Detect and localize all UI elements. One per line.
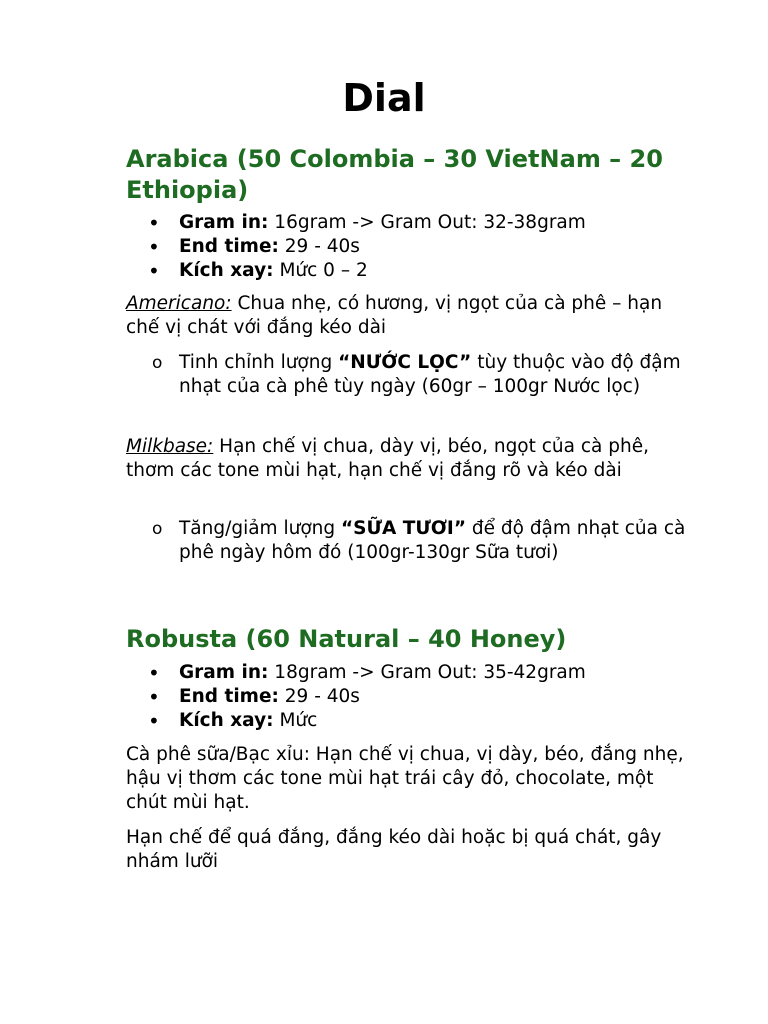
- list-item: [126, 709, 686, 733]
- sub-text-bold: “NƯỚC LỌC”: [338, 352, 472, 373]
- spec-value: 29 - 40s: [278, 236, 360, 257]
- milkbase-text: Hạn chế vị chua, dày vị, béo, ngọt của cà phê, thơm các tone mùi hạt, hạn chế vị đắng rõ và kéo dài: [126, 436, 649, 481]
- spec-label: Gram in:: [179, 212, 269, 233]
- spec-label: End time:: [179, 686, 279, 707]
- sub-text-post: để độ đậm nhạt của cà phê ngày hôm đó (100gr-130gr Sữa tươi): [179, 518, 686, 563]
- robusta-specs-list: [126, 661, 686, 733]
- robusta-paragraph-1: Cà phê sữa/Bạc xỉu: Hạn chế vị chua, vị dày, béo, đắng nhẹ, hậu vị thơm các tone mùi hạt trái cây đỏ, chocolate, một chút mùi hạt.: [126, 744, 684, 813]
- spec-value: 18gram -> Gram Out: 35-42gram: [268, 662, 586, 683]
- milkbase-paragraph: [126, 435, 686, 483]
- spec-label: End time:: [179, 236, 279, 257]
- list-item: [126, 661, 686, 685]
- sub-text-bold: “SỮA TƯƠI”: [341, 518, 466, 539]
- page-title: Dial: [342, 76, 426, 120]
- spec-label: Kích xay:: [179, 260, 274, 281]
- list-item: [126, 517, 686, 565]
- milkbase-label: Milkbase:: [126, 436, 214, 457]
- spec-value: Mức 0 – 2: [273, 260, 368, 281]
- spec-value: 29 - 40s: [278, 686, 360, 707]
- spec-value: Mức: [273, 710, 318, 731]
- list-item: [126, 211, 686, 235]
- americano-sublist: [126, 351, 686, 399]
- sub-bullet-marker: o: [152, 519, 163, 539]
- arabica-specs-list: [126, 211, 686, 283]
- milkbase-sublist: [126, 517, 686, 565]
- robusta-paragraph-2: Hạn chế để quá đắng, đắng kéo dài hoặc bị quá chát, gây nhám lưỡi: [126, 827, 662, 872]
- robusta-heading: Robusta (60 Natural – 40 Honey): [126, 625, 567, 653]
- sub-text-post: tùy thuộc vào độ đậm nhạt của cà phê tùy ngày (60gr – 100gr Nước lọc): [179, 352, 681, 397]
- sub-text-pre: Tinh chỉnh lượng: [179, 352, 339, 373]
- spec-label: Gram in:: [179, 662, 269, 683]
- americano-paragraph: [126, 292, 686, 340]
- list-item: [126, 351, 686, 399]
- spec-value: 16gram -> Gram Out: 32-38gram: [268, 212, 586, 233]
- list-item: [126, 685, 686, 709]
- arabica-heading: Arabica (50 Colombia – 30 VietNam – 20 Ethiopia): [126, 145, 663, 204]
- americano-label: Americano:: [126, 293, 232, 314]
- list-item: [126, 259, 686, 283]
- spec-label: Kích xay:: [179, 710, 274, 731]
- sub-bullet-marker: o: [152, 353, 163, 373]
- list-item: [126, 235, 686, 259]
- sub-text-pre: Tăng/giảm lượng: [179, 518, 341, 539]
- americano-text: Chua nhẹ, có hương, vị ngọt của cà phê – hạn chế vị chát với đắng kéo dài: [126, 293, 663, 338]
